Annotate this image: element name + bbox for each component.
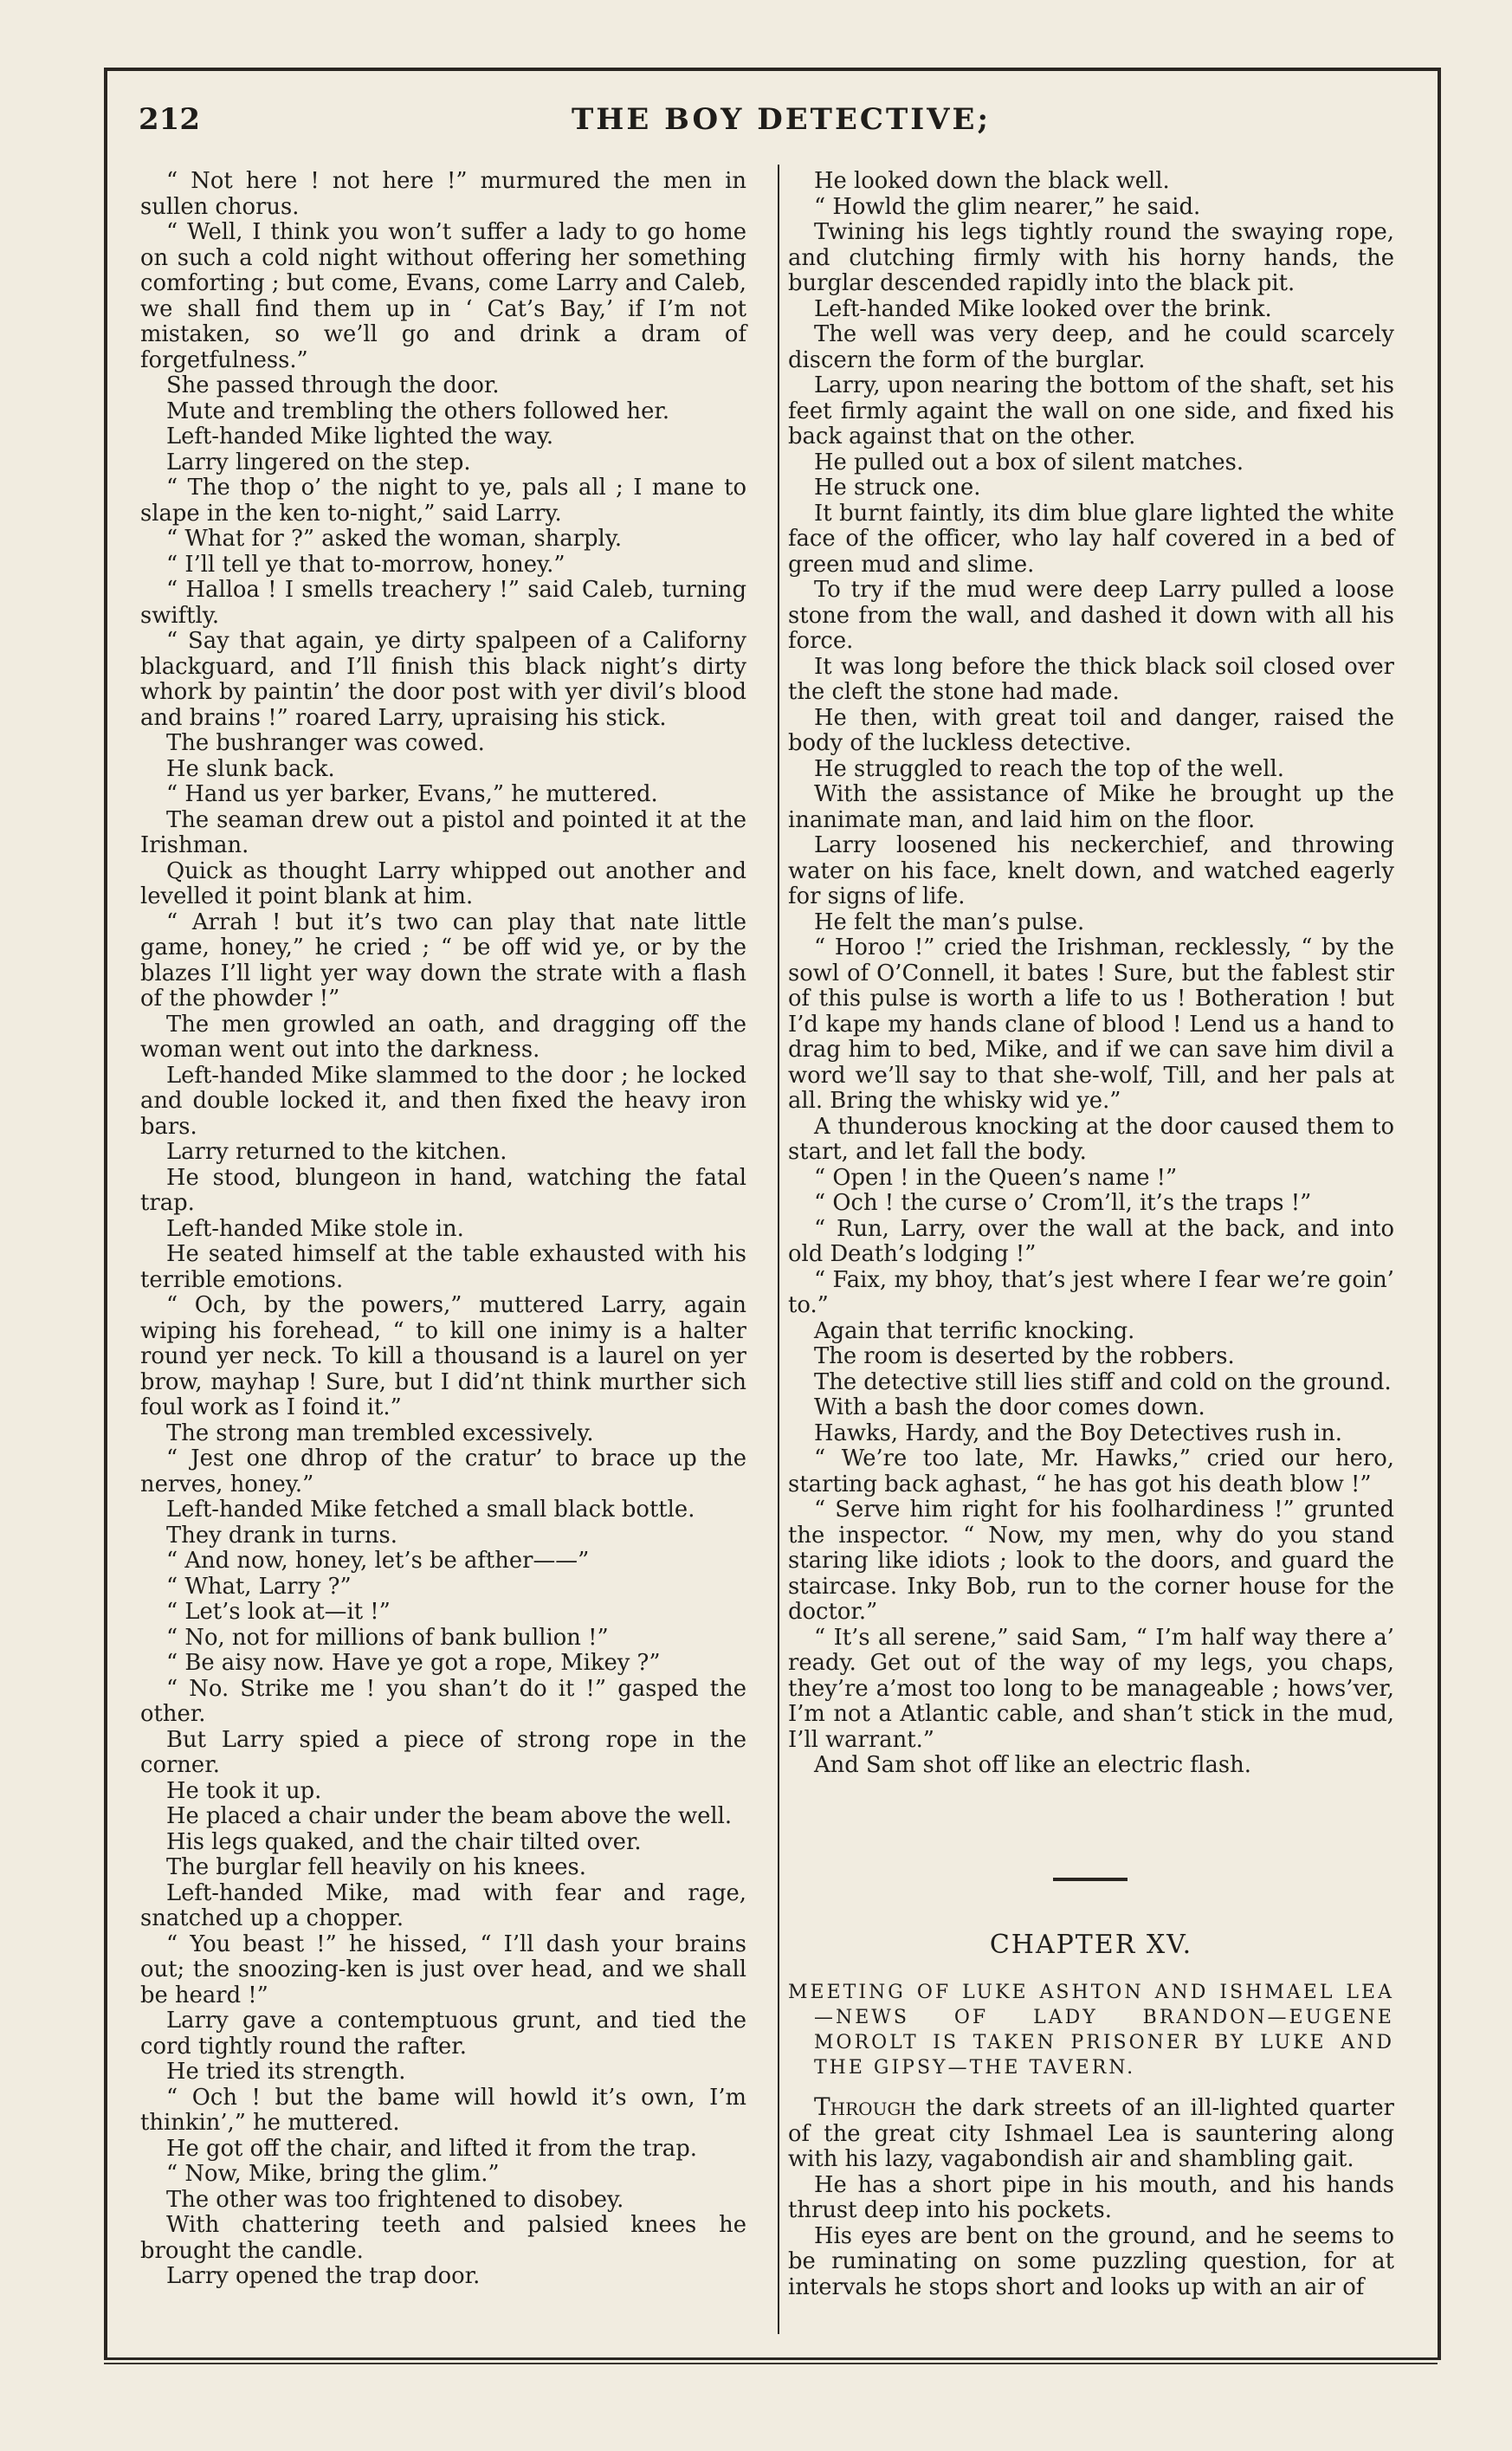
paragraph: The strong man trembled excessively. bbox=[166, 1420, 594, 1446]
paragraph: Quick as thought Larry whipped out another and levelled it point blank at him. bbox=[140, 857, 746, 909]
paragraph: He struggled to reach the top of the well. bbox=[814, 755, 1284, 782]
paragraph: “ Not here ! not here !” murmured the men in sullen chorus. bbox=[140, 168, 746, 220]
left-column bbox=[140, 169, 746, 2290]
paragraph: “ Say that again, ye dirty spalpeen of a Californy blackguard, and I’ll finish this black night’s dirty whork by paintin’ the door post with yer divil’s blood and brains !” roared Larry, upraising his stick. bbox=[140, 628, 746, 731]
paragraph: Left-handed Mike fetched a small black bottle. bbox=[166, 1497, 695, 1523]
paragraph: “ We’re too late, Mr. Hawks,” cried our hero, starting back aghast, “ he has got his death blow !” bbox=[788, 1445, 1394, 1497]
chapter-body bbox=[788, 2094, 1394, 2300]
paragraph: “ Och, by the powers,” muttered Larry, again wiping his forehead, “ to kill one inimy is a halter round yer neck. To kill a thousand is a laurel on yer brow, mayhap ! Sure, but I did’nt think murther sich foul work as I foind it.” bbox=[140, 1292, 746, 1420]
paragraph: “ Hand us yer barker, Evans,” he muttered. bbox=[166, 781, 658, 807]
paragraph: With a bash the door comes down. bbox=[814, 1394, 1205, 1420]
chapter-paragraph: His eyes are bent on the ground, and he seems to be ruminating on some puzzling question, for at intervals he stops short and looks up with an air of bbox=[788, 2222, 1394, 2300]
paragraph: He pulled out a box of silent matches. bbox=[814, 449, 1244, 475]
paragraph: Twining his legs tightly round the swaying rope, and clutching firmly with his horny hands, the burglar descended rapidly into the black pit. bbox=[788, 219, 1394, 296]
paragraph: The detective still lies stiff and cold on the ground. bbox=[814, 1368, 1392, 1395]
chapter-first-paragraph bbox=[788, 2094, 1394, 2173]
paragraph: But Larry spied a piece of strong rope in the corner. bbox=[140, 1726, 746, 1778]
paragraph: Mute and trembling the others followed her. bbox=[166, 398, 670, 424]
paragraph: “ No, not for millions of bank bullion !” bbox=[166, 1624, 609, 1651]
paragraph: “ No. Strike me ! you shan’t do it !” gasped the other. bbox=[140, 1675, 746, 1727]
paragraph: “ You beast !” he hissed, “ I’ll dash your brains out; the snoozing-ken is just over head, and we shall be heard !” bbox=[140, 1930, 746, 2008]
paragraph: With chattering teeth and palsied knees he brought the candle. bbox=[140, 2212, 746, 2264]
paragraph: “ Och ! the curse o’ Crom’ll, it’s the traps !” bbox=[814, 1190, 1312, 1216]
section-divider bbox=[1053, 1878, 1128, 1881]
paragraph: She passed through the door. bbox=[166, 372, 500, 398]
page-number: 212 bbox=[139, 102, 200, 137]
paragraph: They drank in turns. bbox=[166, 1522, 397, 1549]
paragraph: Larry gave a contemptuous grunt, and tied the cord tightly round the rafter. bbox=[140, 2008, 746, 2060]
paragraph: The men growled an oath, and dragging off the woman went out into the darkness. bbox=[140, 1011, 746, 1063]
chapter-title: CHAPTER XV. bbox=[989, 1930, 1193, 1960]
paragraph: “ Och ! but the bame will howld it’s own, I’m thinkin’,” he muttered. bbox=[140, 2084, 746, 2136]
paragraph: “ Now, Mike, bring the glim.” bbox=[166, 2161, 500, 2187]
paragraph: “ Jest one dhrop of the cratur’ to brace up the nerves, honey.” bbox=[140, 1445, 746, 1497]
paragraph: “ And now, honey, let’s be afther——” bbox=[166, 1548, 590, 1574]
paragraph: “ The thop o’ the night to ye, pals all ; I mane to slape in the ken to-night,” said Larry. bbox=[140, 475, 746, 527]
paragraph: “ Let’s look at—it !” bbox=[166, 1599, 391, 1625]
bottom-rule bbox=[104, 2363, 1438, 2364]
paragraph: “ Open ! in the Queen’s name !” bbox=[814, 1164, 1178, 1191]
paragraph: “ Well, I think you won’t suffer a lady to go home on such a cold night without offering her something comforting ; but come, Evans, come Larry and Caleb, we shall find them up in ‘ Cat’s Bay,’ if I’m not mistaken, so we’ll go and drink a dram of forgetfulness.” bbox=[140, 219, 746, 373]
paragraph: Larry returned to the kitchen. bbox=[166, 1139, 507, 1165]
paragraph: To try if the mud were deep Larry pulled a loose stone from the wall, and dashed it down with all his force. bbox=[788, 577, 1394, 654]
column-divider bbox=[778, 165, 779, 2334]
paragraph: The bushranger was cowed. bbox=[166, 730, 485, 756]
paragraph: He seated himself at the table exhausted with his terrible emotions. bbox=[140, 1241, 746, 1293]
paragraph: He placed a chair under the beam above the well. bbox=[166, 1803, 733, 1829]
paragraph: He then, with great toil and danger, raised the body of the luckless detective. bbox=[788, 704, 1394, 756]
paragraph: With the assistance of Mike he brought up the inanimate man, and laid him on the floor. bbox=[788, 781, 1394, 833]
paragraph: The room is deserted by the robbers. bbox=[814, 1343, 1235, 1369]
paragraph: His legs quaked, and the chair tilted over. bbox=[166, 1828, 642, 1855]
paragraph: “ Serve him right for his foolhardiness !” grunted the inspector. “ Now, my men, why do you stand staring like idiots ; look to the doors, and guard the staircase. Inky Bob, run to the corner house for the doctor.” bbox=[788, 1497, 1394, 1625]
paragraph: “ Horoo !” cried the Irishman, recklessly, “ by the sowl of O’Connell, it bates ! Sure, but the fablest stir of this pulse is worth a life to us ! Botheration ! but I’d kape my hands clane of blood ! Lend us a hand to drag him to bed, Mike, and if we can save him divil a word we’ll say to that she-wolf, Till, and her pals at all. Bring the whisky wid ye.” bbox=[788, 934, 1394, 1114]
paragraph: It burnt faintly, its dim blue glare lighted the white face of the officer, who lay half covered in a bed of green mud and slime. bbox=[788, 500, 1394, 578]
paragraph: Larry lingered on the step. bbox=[166, 449, 471, 475]
paragraph: Left-handed Mike lighted the way. bbox=[166, 424, 554, 449]
chapter-first-word: Through bbox=[814, 2092, 916, 2121]
paragraph: And Sam shot off like an electric flash. bbox=[814, 1752, 1251, 1778]
paragraph: A thunderous knocking at the door caused them to start, and let fall the body. bbox=[788, 1113, 1394, 1165]
paragraph: Larry, upon nearing the bottom of the shaft, set his feet firmly againt the wall on one side, and fixed his back against that on the other. bbox=[788, 372, 1394, 449]
paragraph: He looked down the black well. bbox=[814, 168, 1170, 194]
chapter-first-paragraph-rest: the dark streets of an ill-lighted quarter of the great city Ishmael Lea is sauntering along with his lazy, vagabondish air and shambling gait. bbox=[788, 2095, 1394, 2172]
paragraph: Hawks, Hardy, and the Boy Detectives rush in. bbox=[814, 1420, 1342, 1446]
paragraph: He slunk back. bbox=[166, 755, 335, 782]
paragraph: Left-handed Mike, mad with fear and rage, snatched up a chopper. bbox=[140, 1879, 746, 1931]
paragraph: The seaman drew out a pistol and pointed it at the Irishman. bbox=[140, 806, 746, 858]
paragraph: “ Arrah ! but it’s two can play that nate little game, honey,” he cried ; “ be off wid ye, or by the blazes I’ll light yer way down the strate with a flash of the phowder !” bbox=[140, 909, 746, 1012]
chapter-paragraph: He has a short pipe in his mouth, and his hands thrust deep into his pockets. bbox=[788, 2171, 1394, 2223]
paragraph: “ What, Larry ?” bbox=[166, 1573, 352, 1600]
paragraph: Again that terrific knocking. bbox=[814, 1317, 1135, 1344]
paragraph: “ Howld the glim nearer,” he said. bbox=[814, 193, 1201, 220]
right-column bbox=[788, 169, 1394, 1779]
paragraph: “ What for ?” asked the woman, sharply. bbox=[166, 526, 623, 552]
paragraph: Left-handed Mike looked over the brink. bbox=[814, 295, 1272, 322]
paragraph: He tried its strength. bbox=[166, 2059, 406, 2085]
paragraph: He took it up. bbox=[166, 1777, 322, 1804]
paragraph: Left-handed Mike stole in. bbox=[166, 1215, 464, 1242]
paragraph: “ It’s all serene,” said Sam, “ I’m half way there a’ ready. Get out of the way of my legs, you chaps, they’re a’most too long to be manageable ; hows’ver, I’m not a Atlantic cable, and shan’t stick in the mud, I’ll warrant.” bbox=[788, 1624, 1394, 1753]
paragraph: “ Be aisy now. Have ye got a rope, Mikey ?” bbox=[166, 1650, 661, 1676]
paragraph: Larry opened the trap door. bbox=[166, 2263, 481, 2289]
paragraph: He felt the man’s pulse. bbox=[814, 909, 1085, 935]
paragraph: The well was very deep, and he could scarcely discern the form of the burglar. bbox=[788, 321, 1394, 373]
paragraph: “ Halloa ! I smells treachery !” said Caleb, turning swiftly. bbox=[140, 577, 746, 629]
paragraph: The other was too frightened to disobey. bbox=[166, 2186, 624, 2213]
paragraph: “ Run, Larry, over the wall at the back, and into old Death’s lodging !” bbox=[788, 1215, 1394, 1267]
paragraph: “ Faix, my bhoy, that’s jest where I fear we’re goin’ to.” bbox=[788, 1266, 1394, 1318]
paragraph: The burglar fell heavily on his knees. bbox=[166, 1854, 586, 1880]
paragraph: Larry loosened his neckerchief, and throwing water on his face, knelt down, and watched eagerly for signs of life. bbox=[788, 832, 1394, 909]
paragraph: He got off the chair, and lifted it from the trap. bbox=[166, 2135, 697, 2162]
chapter-synopsis-text: MEETING OF LUKE ASHTON AND ISHMAEL LEA —NEWS OF LADY BRANDON—EUGENE MOROLT IS TAKEN PRISONER BY LUKE AND THE GIPSY—THE TAVERN. bbox=[788, 1982, 1394, 2079]
paragraph: He struck one. bbox=[814, 475, 981, 501]
paragraph: It was long before the thick black soil closed over the cleft the stone had made. bbox=[788, 653, 1394, 705]
running-title: THE BOY DETECTIVE; bbox=[572, 102, 991, 137]
paragraph: “ I’ll tell ye that to-morrow, honey.” bbox=[166, 551, 565, 578]
paragraph: He stood, blungeon in hand, watching the fatal trap. bbox=[140, 1164, 746, 1216]
paragraph: Left-handed Mike slammed to the door ; he locked and double locked it, and then fixed the heavy iron bars. bbox=[140, 1062, 746, 1140]
page-header bbox=[139, 102, 1420, 146]
chapter-synopsis bbox=[788, 1980, 1394, 2080]
